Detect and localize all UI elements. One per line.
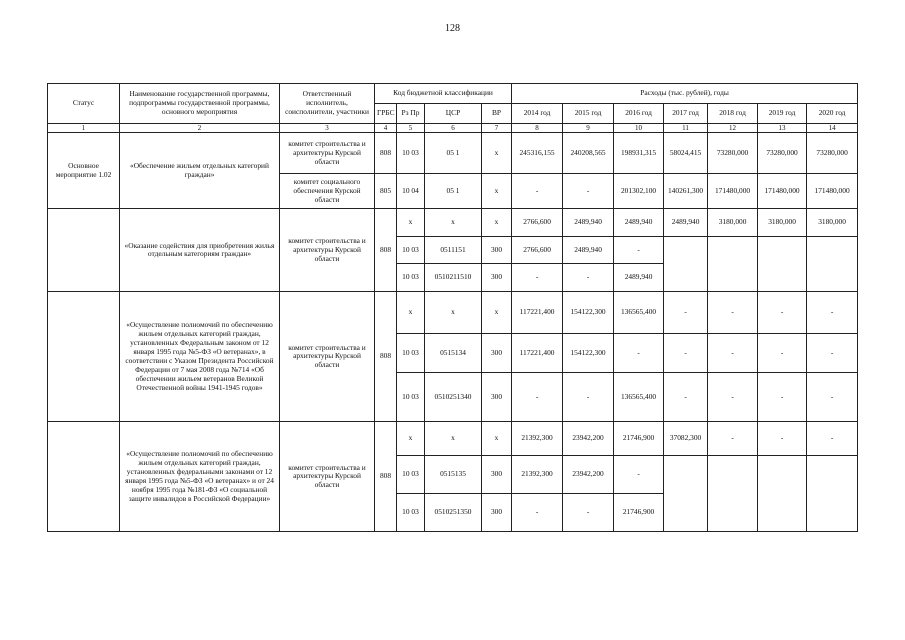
column-number: 14: [807, 124, 858, 133]
rzpr-cell: 10 03: [397, 494, 425, 532]
header-year: 2018 год: [708, 104, 758, 124]
empty-cell: [708, 237, 758, 292]
rzpr-cell: х: [397, 292, 425, 334]
value-cell: 21392,300: [512, 422, 563, 456]
responsible-cell: комитет социального обеспечения Курской области: [280, 174, 375, 209]
value-cell: 117221,400: [512, 334, 563, 373]
value-cell: 21746,900: [614, 494, 664, 532]
value-cell: 201302,100: [614, 174, 664, 209]
status-cell: Основное мероприятие 1.02: [48, 133, 120, 209]
value-cell: 37082,300: [664, 422, 708, 456]
csr-cell: 0511151: [425, 237, 482, 264]
value-cell: 2489,940: [563, 237, 614, 264]
value-cell: -: [614, 456, 664, 494]
value-cell: 58024,415: [664, 133, 708, 174]
empty-cell: [758, 456, 807, 532]
rzpr-cell: х: [397, 422, 425, 456]
rzpr-cell: 10 03: [397, 237, 425, 264]
budget-table: [47, 83, 858, 532]
value-cell: -: [664, 334, 708, 373]
value-cell: 2766,600: [512, 209, 563, 237]
rzpr-cell: 10 03: [397, 373, 425, 422]
value-cell: 23942,200: [563, 456, 614, 494]
csr-cell: х: [425, 209, 482, 237]
csr-cell: 05 1: [425, 174, 482, 209]
value-cell: 73280,000: [807, 133, 858, 174]
csr-cell: 0515135: [425, 456, 482, 494]
value-cell: 240208,565: [563, 133, 614, 174]
header-rzpr: Рз Пр: [397, 104, 425, 124]
rzpr-cell: х: [397, 209, 425, 237]
value-cell: -: [807, 422, 858, 456]
csr-cell: 0510251340: [425, 373, 482, 422]
column-number: 3: [280, 124, 375, 133]
vr-cell: х: [482, 174, 512, 209]
value-cell: -: [708, 334, 758, 373]
status-cell: [48, 292, 120, 422]
csr-cell: 0510211510: [425, 264, 482, 292]
column-number: 2: [120, 124, 280, 133]
value-cell: 198931,315: [614, 133, 664, 174]
value-cell: 2489,940: [563, 209, 614, 237]
vr-cell: х: [482, 209, 512, 237]
vr-cell: х: [482, 422, 512, 456]
value-cell: 21392,300: [512, 456, 563, 494]
value-cell: 136565,400: [614, 373, 664, 422]
header-year: 2020 год: [807, 104, 858, 124]
column-number: 6: [425, 124, 482, 133]
value-cell: -: [758, 292, 807, 334]
value-cell: 245316,155: [512, 133, 563, 174]
table-row: [48, 209, 858, 237]
header-expenses: Расходы (тыс. рублей), годы: [512, 84, 858, 104]
header-year: 2015 год: [563, 104, 614, 124]
vr-cell: х: [482, 133, 512, 174]
column-number: 8: [512, 124, 563, 133]
grbs-cell: 808: [375, 422, 397, 532]
value-cell: 23942,200: [563, 422, 614, 456]
rzpr-cell: 10 03: [397, 334, 425, 373]
grbs-cell: 808: [375, 292, 397, 422]
header-responsible: Ответственный исполнитель, соисполнители, участники: [280, 84, 375, 124]
csr-cell: х: [425, 422, 482, 456]
value-cell: 140261,300: [664, 174, 708, 209]
header-csr: ЦСР: [425, 104, 482, 124]
value-cell: 2489,940: [664, 209, 708, 237]
value-cell: 2489,940: [614, 209, 664, 237]
value-cell: -: [563, 494, 614, 532]
rzpr-cell: 10 04: [397, 174, 425, 209]
header-name: Наименование государственной программы, подпрограммы государственной программы, основного мероприятия: [120, 84, 280, 124]
csr-cell: х: [425, 292, 482, 334]
value-cell: -: [614, 334, 664, 373]
value-cell: 136565,400: [614, 292, 664, 334]
table-row: [48, 422, 858, 456]
program-name: «Обеспечение жильем отдельных категорий граждан»: [120, 133, 280, 209]
value-cell: 171480,000: [807, 174, 858, 209]
value-cell: 2766,600: [512, 237, 563, 264]
value-cell: 3180,000: [758, 209, 807, 237]
vr-cell: х: [482, 292, 512, 334]
value-cell: -: [512, 494, 563, 532]
value-cell: 171480,000: [708, 174, 758, 209]
empty-cell: [664, 456, 708, 532]
value-cell: -: [807, 292, 858, 334]
value-cell: 3180,000: [807, 209, 858, 237]
rzpr-cell: 10 03: [397, 264, 425, 292]
value-cell: 73280,000: [708, 133, 758, 174]
value-cell: 2489,940: [614, 264, 664, 292]
value-cell: -: [708, 373, 758, 422]
value-cell: -: [512, 174, 563, 209]
value-cell: 154122,300: [563, 334, 614, 373]
column-number: 11: [664, 124, 708, 133]
responsible-cell: комитет строительства и архитектуры Курской области: [280, 292, 375, 422]
value-cell: -: [664, 292, 708, 334]
empty-cell: [807, 456, 858, 532]
value-cell: -: [758, 373, 807, 422]
value-cell: 21746,900: [614, 422, 664, 456]
vr-cell: 300: [482, 334, 512, 373]
csr-cell: 0510251350: [425, 494, 482, 532]
value-cell: -: [563, 264, 614, 292]
vr-cell: 300: [482, 494, 512, 532]
program-name: «Оказание содействия для приобретения жилья отдельным категориям граждан»: [120, 209, 280, 292]
value-cell: -: [758, 422, 807, 456]
status-cell: [48, 209, 120, 292]
column-number: 13: [758, 124, 807, 133]
header-grbs: ГРБС: [375, 104, 397, 124]
vr-cell: 300: [482, 237, 512, 264]
empty-cell: [664, 237, 708, 292]
vr-cell: 300: [482, 264, 512, 292]
column-number: 9: [563, 124, 614, 133]
value-cell: -: [807, 334, 858, 373]
header-year: 2016 год: [614, 104, 664, 124]
vr-cell: 300: [482, 373, 512, 422]
responsible-cell: комитет строительства и архитектуры Курской области: [280, 422, 375, 532]
rzpr-cell: 10 03: [397, 456, 425, 494]
grbs-cell: 805: [375, 174, 397, 209]
csr-cell: 05 1: [425, 133, 482, 174]
value-cell: -: [563, 174, 614, 209]
empty-cell: [708, 456, 758, 532]
value-cell: 117221,400: [512, 292, 563, 334]
value-cell: 171480,000: [758, 174, 807, 209]
program-name: «Осуществление полномочий по обеспечению жильем отдельных категорий граждан, установленных Федеральным законом от 12 января 1995 года №5-ФЗ «О ветеранах», в соответствии с Указом Президента Российской Федерации от 7 мая 2008 года №714 «Об обеспечении жильем ветеранов Великой Отечественной войны 1941-1945 годов»: [120, 292, 280, 422]
column-number: 12: [708, 124, 758, 133]
column-number: 1: [48, 124, 120, 133]
value-cell: -: [708, 292, 758, 334]
responsible-cell: комитет строительства и архитектуры Курской области: [280, 133, 375, 174]
header-budget-code: Код бюджетной классификации: [375, 84, 512, 104]
csr-cell: 0515134: [425, 334, 482, 373]
vr-cell: 300: [482, 456, 512, 494]
column-number: 10: [614, 124, 664, 133]
table-row: [48, 292, 858, 334]
empty-cell: [758, 237, 807, 292]
column-number: 4: [375, 124, 397, 133]
value-cell: -: [807, 373, 858, 422]
value-cell: 73280,000: [758, 133, 807, 174]
header-year: 2019 год: [758, 104, 807, 124]
value-cell: -: [664, 373, 708, 422]
value-cell: -: [563, 373, 614, 422]
table-row: [48, 133, 858, 174]
header-status: Статус: [48, 84, 120, 124]
column-number: 5: [397, 124, 425, 133]
value-cell: -: [512, 373, 563, 422]
grbs-cell: 808: [375, 133, 397, 174]
empty-cell: [807, 237, 858, 292]
value-cell: 3180,000: [708, 209, 758, 237]
page-number: 128: [445, 23, 460, 34]
column-number: 7: [482, 124, 512, 133]
rzpr-cell: 10 03: [397, 133, 425, 174]
value-cell: 154122,300: [563, 292, 614, 334]
value-cell: -: [512, 264, 563, 292]
header-year: 2017 год: [664, 104, 708, 124]
program-name: «Осуществление полномочий по обеспечению жильем отдельных категорий граждан, установленных федеральными законами от 12 января 1995 года №5-ФЗ «О ветеранах» и от 24 ноября 1995 года №181-ФЗ «О социальной защите инвалидов в Российской Федерации»: [120, 422, 280, 532]
status-cell: [48, 422, 120, 532]
value-cell: -: [758, 334, 807, 373]
value-cell: -: [614, 237, 664, 264]
value-cell: -: [708, 422, 758, 456]
header-year: 2014 год: [512, 104, 563, 124]
responsible-cell: комитет строительства и архитектуры Курской области: [280, 209, 375, 292]
grbs-cell: 808: [375, 209, 397, 292]
header-vr: ВР: [482, 104, 512, 124]
